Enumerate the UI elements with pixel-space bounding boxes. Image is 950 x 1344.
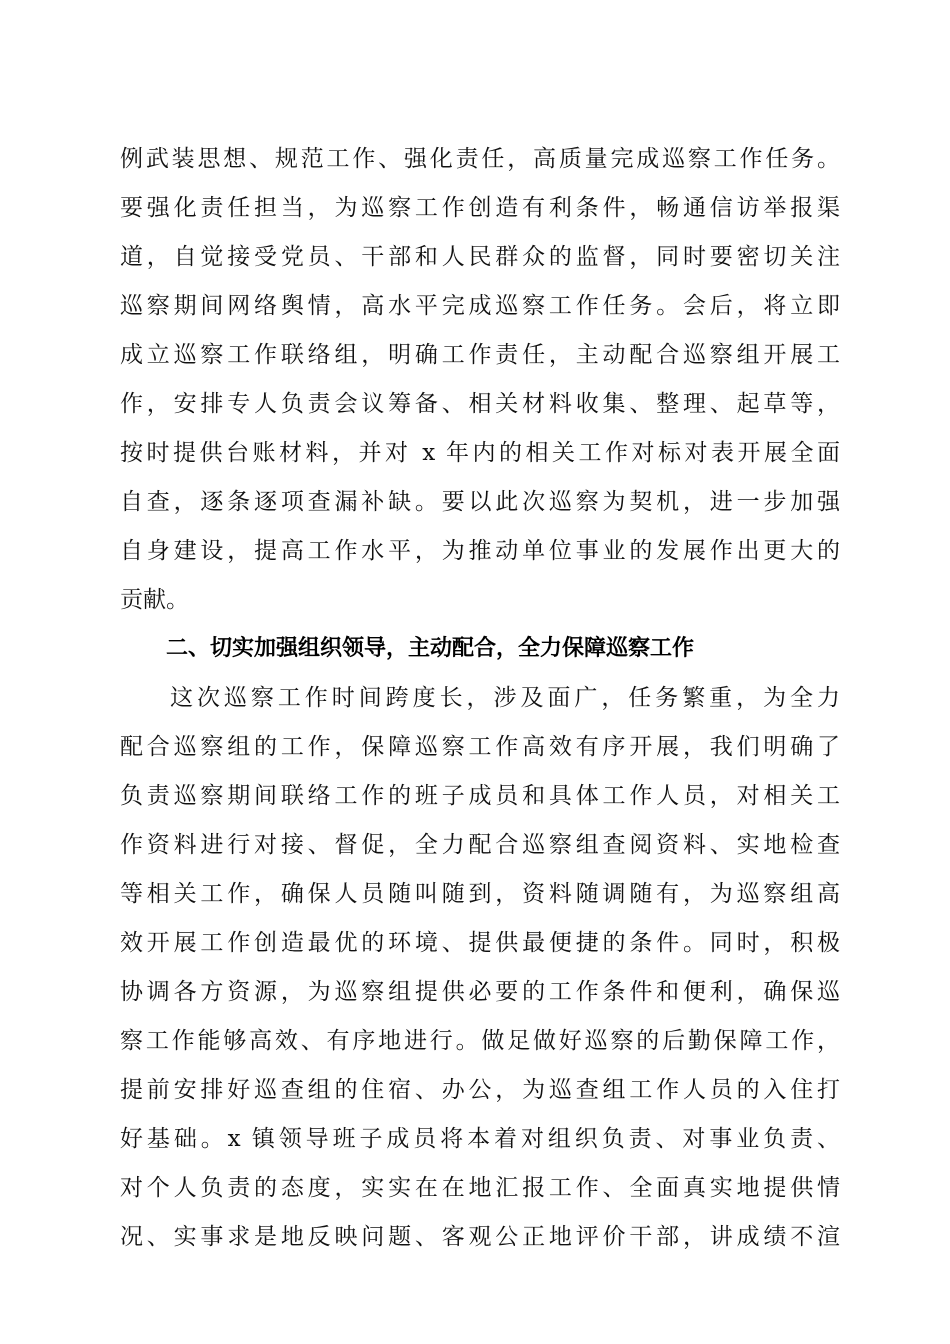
paragraph-line: 贡献。	[120, 587, 189, 613]
paragraph-line: 对个人负责的态度，实实在在地汇报工作、全面真实地提供情	[120, 1175, 840, 1201]
paragraph-line: 成立巡察工作联络组，明确工作责任，主动配合巡察组开展工	[120, 342, 840, 368]
paragraph-line: 效开展工作创造最优的环境、提供最便捷的条件。同时，积极	[120, 930, 840, 956]
paragraph-line: 协调各方资源，为巡察组提供必要的工作条件和便利，确保巡	[120, 979, 840, 1005]
paragraph-line: 好基础。x 镇领导班子成员将本着对组织负责、对事业负责、	[120, 1126, 840, 1152]
paragraph-line: 道，自觉接受党员、干部和人民群众的监督，同时要密切关注	[120, 244, 840, 270]
paragraph-line: 作资料进行对接、督促，全力配合巡察组查阅资料、实地检查	[120, 832, 840, 858]
paragraph-line: 等相关工作，确保人员随叫随到，资料随调随有，为巡察组高	[120, 881, 840, 907]
paragraph-line: 巡察期间网络舆情，高水平完成巡察工作任务。会后，将立即	[120, 293, 840, 319]
paragraph-line: 要强化责任担当，为巡察工作创造有利条件，畅通信访举报渠	[120, 195, 840, 221]
paragraph-line: 配合巡察组的工作，保障巡察工作高效有序开展，我们明确了	[120, 734, 840, 760]
paragraph-line: 自身建设，提高工作水平，为推动单位事业的发展作出更大的	[120, 538, 840, 564]
paragraph-line: 这次巡察工作时间跨度长，涉及面广，任务繁重，为全力	[170, 685, 840, 711]
paragraph-line: 作，安排专人负责会议筹备、相关材料收集、整理、起草等，	[120, 391, 840, 417]
paragraph-line: 察工作能够高效、有序地进行。做足做好巡察的后勤保障工作，	[120, 1028, 840, 1054]
paragraph-line: 例武装思想、规范工作、强化责任，高质量完成巡察工作任务。	[120, 146, 840, 172]
paragraph-line: 况、实事求是地反映问题、客观公正地评价干部，讲成绩不渲	[120, 1224, 840, 1250]
paragraph-line: 按时提供台账材料，并对 x 年内的相关工作对标对表开展全面	[120, 440, 840, 466]
section-heading: 二、切实加强组织领导，主动配合，全力保障巡察工作	[166, 636, 695, 661]
paragraph-line: 负责巡察期间联络工作的班子成员和具体工作人员，对相关工	[120, 783, 840, 809]
paragraph-line: 自查，逐条逐项查漏补缺。要以此次巡察为契机，进一步加强	[120, 489, 840, 515]
paragraph-line: 提前安排好巡查组的住宿、办公，为巡查组工作人员的入住打	[120, 1077, 840, 1103]
